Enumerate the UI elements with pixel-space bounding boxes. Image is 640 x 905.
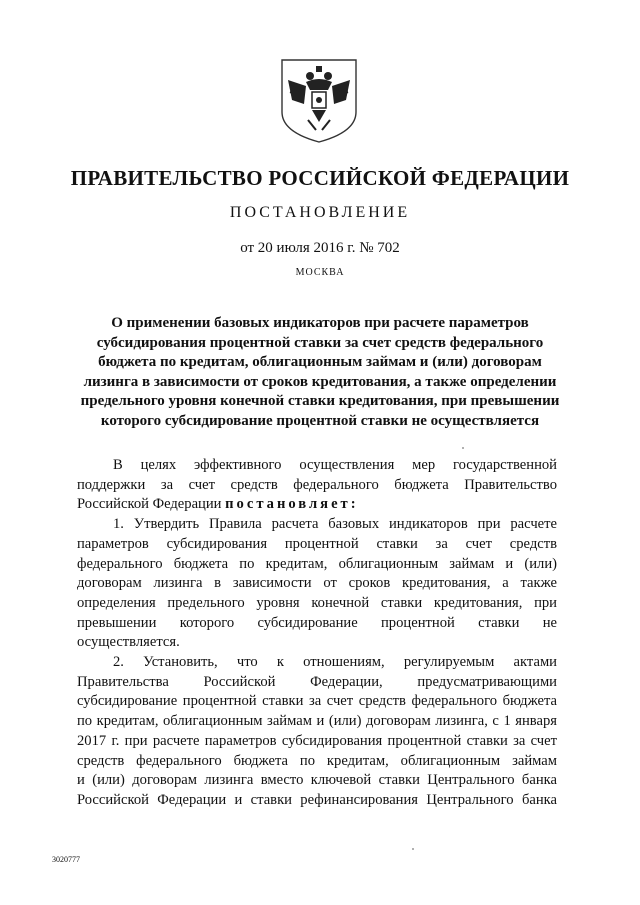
scan-speck <box>462 447 464 449</box>
item1-line: договорам лизинга в зависимости от сроков кредитования, а также <box>77 575 557 592</box>
item2-line: 2017 г. при расчете параметров субсидирования процентной ставки за счет <box>77 732 557 749</box>
body-line: В целях эффективного осуществления мер государственной <box>113 457 557 473</box>
document-code: 3020777 <box>52 855 80 864</box>
item2-line: субсидирование процентной ставки за счет средств федерального бюджета <box>77 693 557 710</box>
resolution-word: постановляет: <box>225 496 359 513</box>
item1-line: 1. Утвердить Правила расчета базовых индикаторов при расчете <box>113 516 557 533</box>
item2-line: средств федерального бюджета по кредитам, облигационным займам <box>77 752 557 769</box>
intro-prefix: Российской Федерации <box>77 496 226 513</box>
document-date-number: от 20 июля 2016 г. № 702 <box>240 240 400 256</box>
heading-line: субсидирования процентной ставки за счет средств федерального <box>96 334 544 351</box>
item1-line: определения предельного уровня конечной ставки кредитования, при <box>77 594 557 611</box>
document-type: ПОСТАНОВЛЕНИЕ <box>229 204 411 221</box>
heading-line: предельного уровня конечной ставки кредитования, при превышении <box>80 393 560 409</box>
document-heading <box>80 314 560 431</box>
item1-line: превышении которого субсидирование процентной ставки не <box>77 614 557 631</box>
item2-line: и (или) договорам лизинга вместо ключевой ставки Центрального банка <box>77 772 557 789</box>
item2-line: по кредитам, облигационным займам и (или) договорам лизинга, с 1 января <box>77 713 557 730</box>
heading-line: бюджета по кредитам, облигационным займам и (или) договорам <box>98 354 542 370</box>
item1-line: параметров субсидирования процентной ставки за счет средств <box>77 535 557 552</box>
document-body <box>77 456 557 811</box>
body-line <box>77 495 557 515</box>
heading-line: лизинга в зависимости от сроков кредитования, а также определении <box>83 373 557 390</box>
item1-line: осуществляется. <box>77 634 180 651</box>
item1-line: федерального бюджета по кредитам, облигационным займам и (или) <box>77 555 557 572</box>
state-emblem-icon <box>276 56 362 144</box>
item2-line: 2. Установить, что к отношениям, регулируемым актами <box>113 654 557 671</box>
document-city: МОСКВА <box>295 267 345 278</box>
scan-speck <box>412 848 414 850</box>
item2-line: Правительства Российской Федерации, предусматривающими <box>77 673 557 690</box>
body-line: поддержки за счет средств федерального бюджета Правительство <box>77 476 557 493</box>
organization-title: ПРАВИТЕЛЬСТВО РОССИЙСКОЙ ФЕДЕРАЦИИ <box>70 166 570 190</box>
heading-line: которого субсидирование процентной ставки не осуществляется <box>100 412 540 429</box>
item2-line: Российской Федерации и ставки рефинансирования Центрального банка <box>77 791 557 808</box>
heading-line: О применении базовых индикаторов при расчете параметров <box>111 315 529 331</box>
